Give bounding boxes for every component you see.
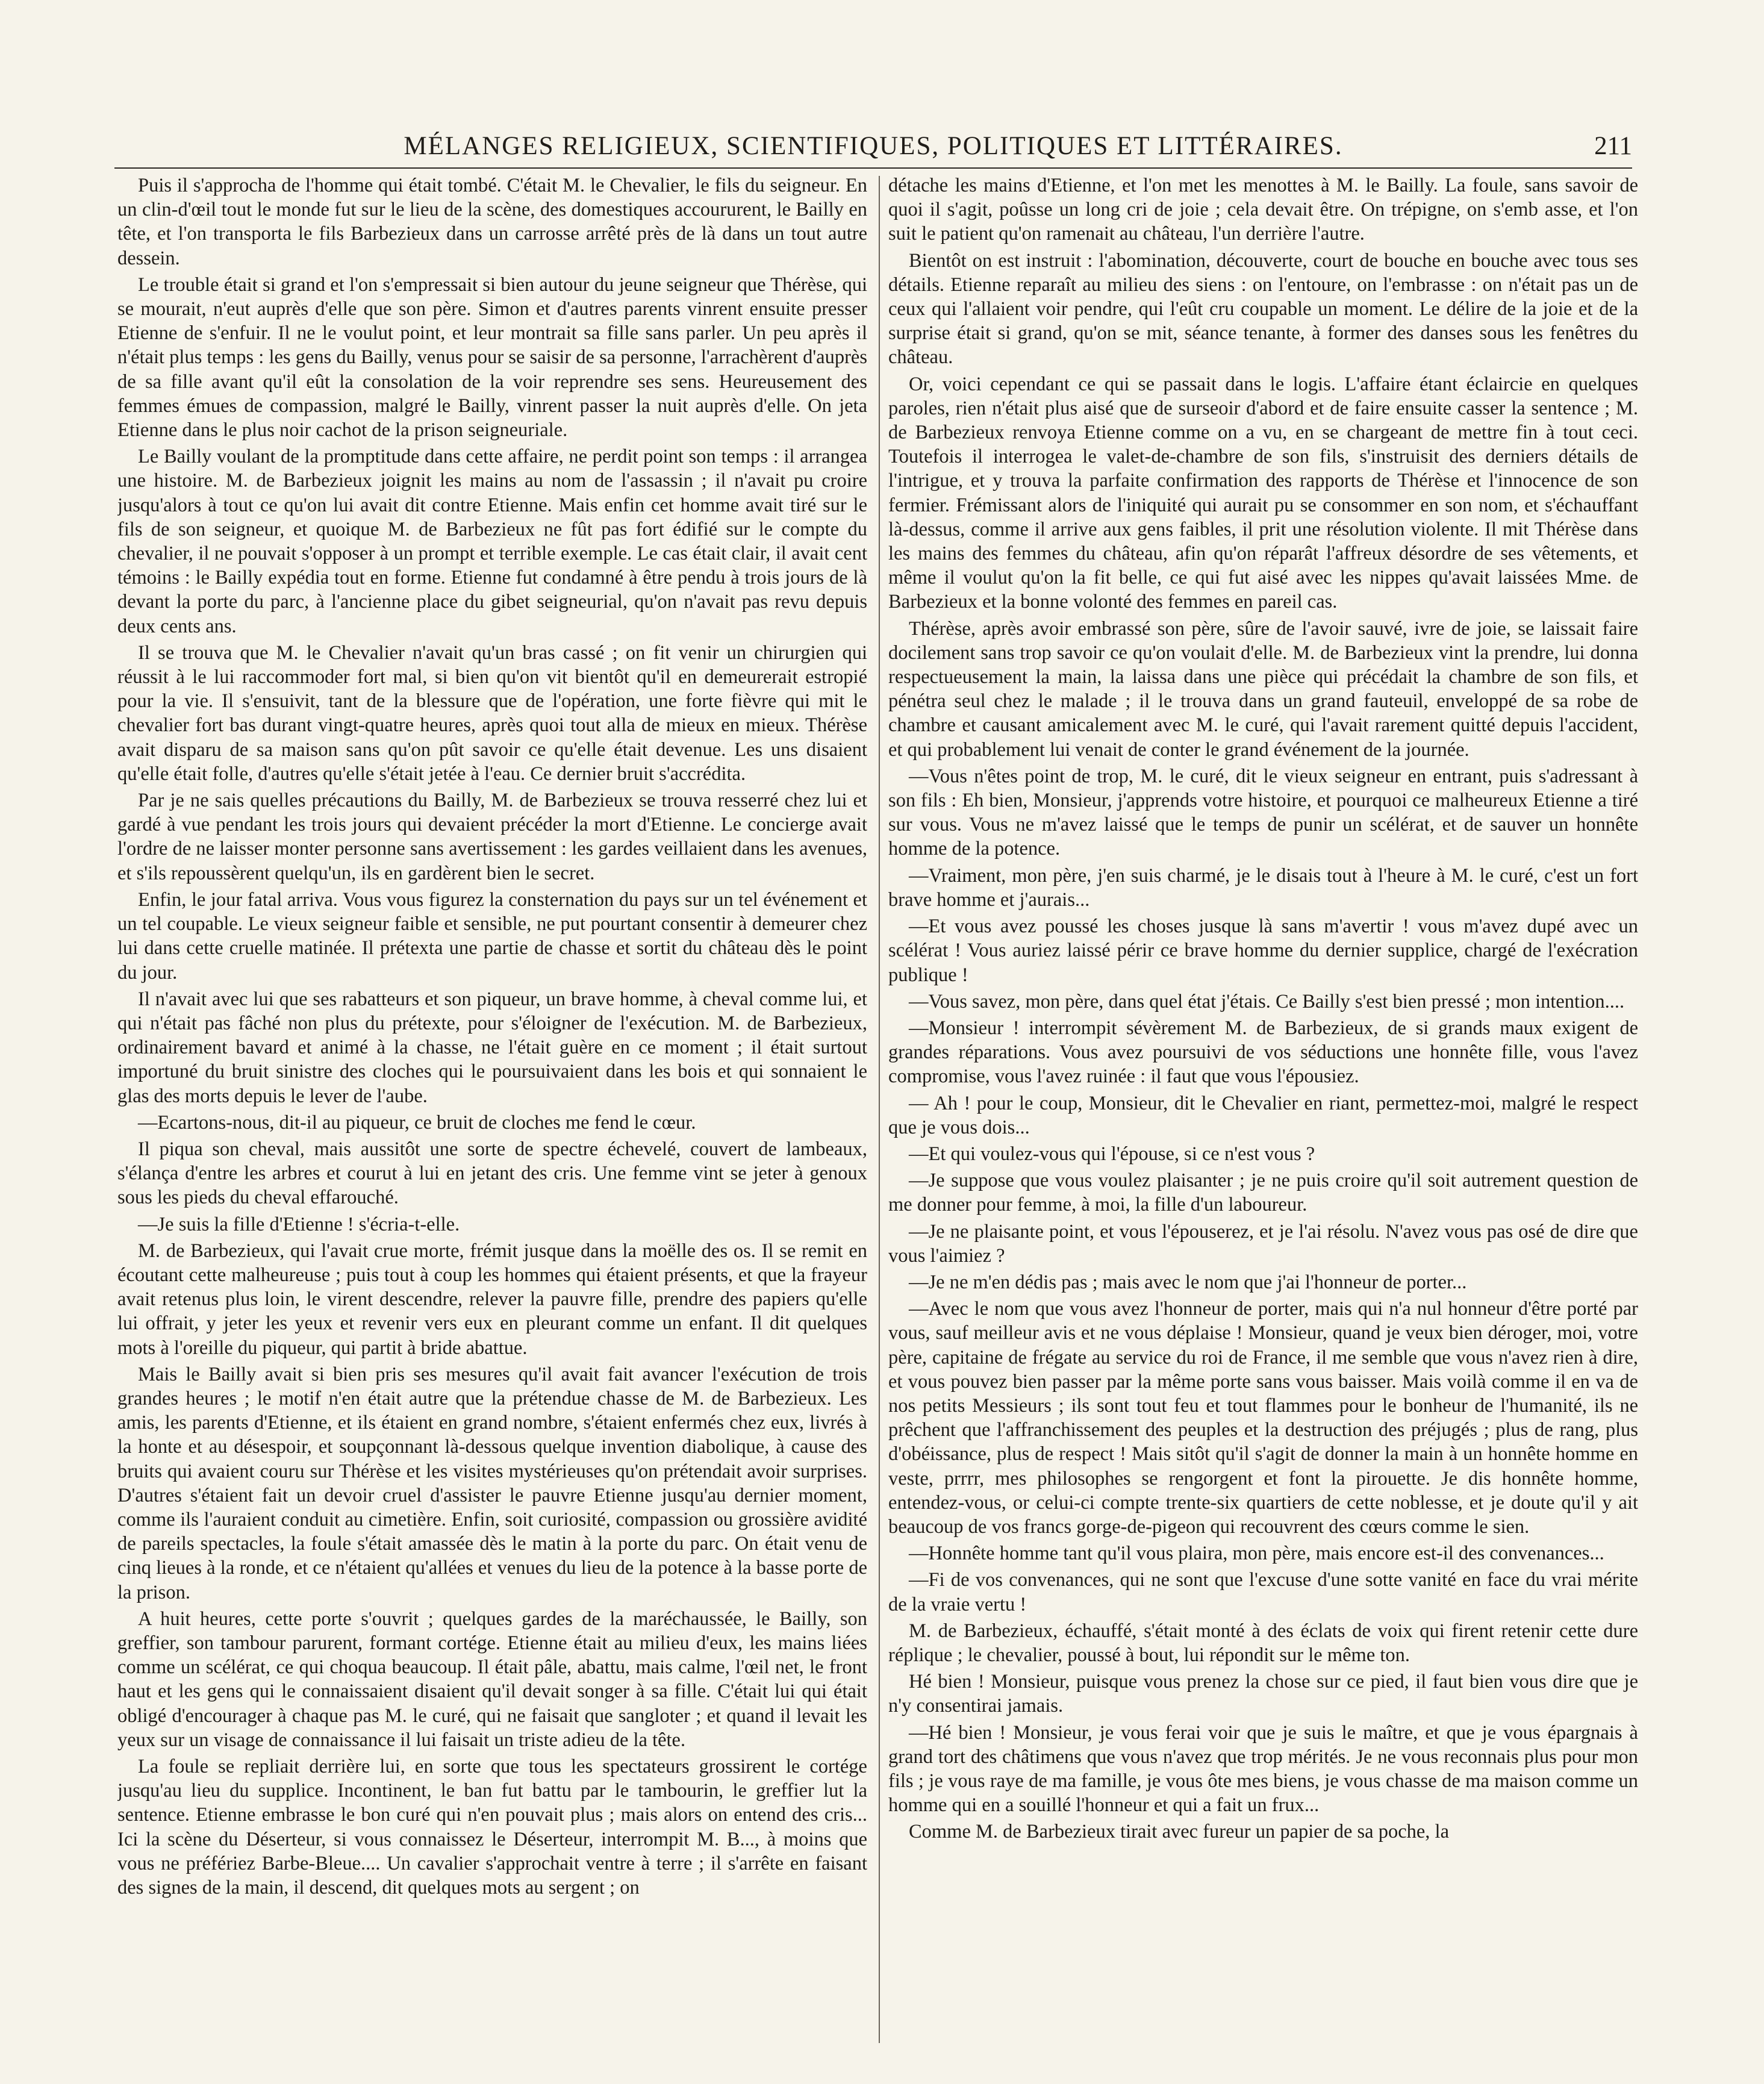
paragraph: —Vraiment, mon père, j'en suis charmé, je le disais tout à l'heure à M. le curé, c'est un fort brave homme et j'aurais...	[888, 864, 1638, 911]
paragraph: Il se trouva que M. le Chevalier n'avait qu'un bras cassé ; on fit venir un chirurgien qui réussit à le lui raccommoder fort mal, si bien qu'on vit bientôt qu'il en demeurerait estropié pour la vie. Il s'ensuivit, tant de la blessure que de l'opération, une forte fièvre qui mit le chevalier fort bas durant vingt-quatre heures, après quoi tout alla de mieux en mieux. Thérèse avait disparu de sa maison sans qu'on pût savoir ce qu'elle était devenue. Les uns disaient qu'elle était folle, d'autres qu'elle s'était jetée à l'eau. Ce dernier bruit s'accrédita.	[117, 641, 867, 785]
paragraph: Il piqua son cheval, mais aussitôt une sorte de spectre échevelé, couvert de lambeaux, s'élança d'entre les arbres et courut à lui en jetant des cris. Une femme vint se jeter à genoux sous les pieds du cheval effarouché.	[117, 1138, 867, 1209]
paragraph: A huit heures, cette porte s'ouvrit ; quelques gardes de la maréchaussée, le Bailly, son greffier, son tambour parurent, formant cortége. Etienne était au milieu d'eux, les mains liées comme un scélérat, ce qui choqua beaucoup. Il était pâle, abattu, mais calme, l'œil net, le front haut et les gens qui le connaissaient disaient qu'il devait songer à sa fille. C'était lui qui était obligé d'encourager à chaque pas M. le curé, qui ne faisait que sangloter ; et quand il levait les yeux sur un visage de connaissance il lui faisait un triste adieu de la tête.	[117, 1608, 867, 1751]
paragraph: —Je suis la fille d'Etienne ! s'écria-t-elle.	[138, 1213, 460, 1235]
paragraph: Bientôt on est instruit : l'abomination, découverte, court de bouche en bouche avec tous ses détails. Etienne reparaît au milieu des siens : on l'entoure, on l'embrasse : on n'était pas un de ceux qui l'allaient voir pendre, qui l'eût cru coupable un moment. Le délire de la joie et de la surprise était si grand, qu'on se mit, séance tenante, à former des danses sous les fenêtres du château.	[888, 249, 1638, 369]
paragraph: —Hé bien ! Monsieur, je vous ferai voir que je suis le maître, et que je vous épargnais à grand tort des châtimens que vous n'avez que trop mérités. Je ne vous reconnais plus pour mon fils ; je vous raye de ma famille, je vous ôte mes biens, je vous chasse de ma maison comme un homme qui en a souillé l'honneur et qui a fait un frux...	[888, 1721, 1638, 1817]
page-number: 211	[1594, 132, 1632, 160]
paragraph: détache les mains d'Etienne, et l'on met les menottes à M. le Bailly. La foule, sans savoir de quoi il s'agit, poûsse un long cri de joie ; cela devait être. On trépigne, on s'emb asse, et l'on suit le patient qu'on ramenait au château, l'un derrière l'autre.	[888, 175, 1638, 245]
paragraph: Le trouble était si grand et l'on s'empressait si bien autour du jeune seigneur que Thérèse, qui se mourait, n'eut auprès d'elle que son père. Simon et d'autres parents vinrent ensuite presser Etienne de s'enfuir. Il ne le voulut point, et leur montrait sa fille sans parler. Un peu après il n'était plus temps : les gens du Bailly, venus pour se saisir de sa personne, l'arrachèrent d'auprès de sa fille avant qu'il eût la consolation de la voir reprendre ses sens. Heureusement des femmes émues de compassion, malgré le Bailly, vinrent passer la nuit auprès d'elle. On jeta Etienne dans le plus noir cachot de la prison seigneuriale.	[117, 273, 867, 441]
paragraph: M. de Barbezieux, échauffé, s'était monté à des éclats de voix qui firent retenir cette dure réplique ; le chevalier, poussé à bout, lui répondit sur le même ton.	[888, 1620, 1638, 1666]
paragraph: Mais le Bailly avait si bien pris ses mesures qu'il avait fait avancer l'exécution de trois grandes heures ; le motif n'en était autre que la prétendue chasse de M. de Barbezieux. Les amis, les parents d'Etienne, et ils étaient en grand nombre, s'étaient enfermés chez eux, livrés à la honte et au désespoir, et soupçonnant là-dessous quelque invention diabolique, à cause des bruits qui avaient couru sur Thérèse et les visites mystérieuses qu'on prétendait avoir surprises. D'autres s'étaient fait un devoir cruel d'assister le pauvre Etienne jusqu'au dernier moment, comme ils l'auraient conduit au cimetière. Enfin, soit curiosité, compassion ou grossière avidité de pareils spectacles, la foule s'était amassée dès le matin à la porte du parc. On était venu de cinq lieues à la ronde, et ce n'étaient qu'allées et venues du lieu de la potence à la basse porte de la prison.	[117, 1363, 867, 1603]
paragraph: —Avec le nom que vous avez l'honneur de porter, mais qui n'a nul honneur d'être porté par vous, sauf meilleur avis et ne vous déplaise ! Monsieur, quand je veux bien déroger, moi, votre père, capitaine de frégate au service du roi de France, il me semble que vous n'avez rien à dire, et vous pouvez bien passer par la même porte sans vous baisser. Mais voilà comme il en va de nos petits Messieurs ; ils sont tout feu et tout flammes pour le bonheur de l'humanité, ils ne prêchent que l'affranchissement des peuples et la destruction des préjugés ; plus de rang, plus d'obéissance, plus de respect ! Mais sitôt qu'il s'agit de donner la main à un honnête homme en veste, prrrr, mes philosophes se rengorgent et font la pirouette. Je dis honnête homme, entendez-vous, or celui-ci compte trente-six quartiers de cette noblesse, et je doute qu'il y ait beaucoup de vos francs gorge-de-pigeon qui recouvrent des cœurs comme le sien.	[888, 1298, 1638, 1538]
column-divider	[879, 176, 880, 2043]
paragraph: —Je suppose que vous voulez plaisanter ; je ne puis croire qu'il soit autrement question de me donner pour femme, à moi, la fille d'un laboureur.	[888, 1170, 1638, 1216]
paragraph: —Monsieur ! interrompit sévèrement M. de Barbezieux, de si grands maux exigent de grandes réparations. Vous avez poursuivi de vos séductions une honnête fille, vous l'avez compromise, vous l'avez ruinée : il faut que vous l'épousiez.	[888, 1017, 1638, 1088]
paragraph: Par je ne sais quelles précautions du Bailly, M. de Barbezieux se trouva resserré chez lui et gardé à vue pendant les trois jours qui devaient précéder la mort d'Etienne. Le concierge avait l'ordre de ne laisser monter personne sans avertissement : les gardes veillaient dans les avenues, et s'ils repoussèrent quelqu'un, ils en gardèrent bien le secret.	[117, 790, 867, 884]
paragraph: —Vous savez, mon père, dans quel état j'étais. Ce Bailly s'est bien pressé ; mon intention....	[909, 990, 1625, 1012]
paragraph: —Vous n'êtes point de trop, M. le curé, dit le vieux seigneur en entrant, puis s'adressant à son fils : Eh bien, Monsieur, j'apprends votre histoire, et pourquoi ce malheureux Etienne a tiré sur vous. Vous ne m'avez laissé que le temps de punir un scélérat, et de sauver un honnête homme de la potence.	[888, 765, 1638, 860]
paragraph: Or, voici cependant ce qui se passait dans le logis. L'affaire étant éclaircie en quelques paroles, rien n'était plus aisé que de surseoir d'abord et de faire ensuite casser la sentence ; M. de Barbezieux renvoya Etienne comme on a vu, en se chargeant de mettre fin à tout ceci. Toutefois il interrogea le valet-de-chambre de son fils, s'instruisit des derniers détails de l'intrigue, et y trouva la parfaite confirmation des rapports de Thérèse et l'innocence de son fermier. Frémissant alors de l'iniquité qui aurait pu se consommer en son nom, et s'échauffant là-dessus, comme il arrive aux gens faibles, il prit une résolution violente. Il mit Thérèse dans les mains des femmes du château, afin qu'on réparât l'affreux désordre de ses vêtements, et même il voulut qu'on la fit belle, ce qui fut aisé avec les nippes qu'avait laissées Mme. de Barbezieux et la bonne volonté des femmes en pareil cas.	[888, 373, 1638, 613]
paragraph: Thérèse, après avoir embrassé son père, sûre de l'avoir sauvé, ivre de joie, se laissait faire docilement sans trop savoir ce qu'on voulait d'elle. M. de Barbezieux vint la prendre, lui donna respectueusement la main, la laissa dans une pièce qui précédait la chambre de son fils, et pénétra seul chez le malade ; il le trouva dans un grand fauteuil, enveloppé de sa robe de chambre et causant amicalement avec M. le curé, qui l'avait rarement quitté depuis l'accident, et qui probablement lui venait de conter le grand événement de la journée.	[888, 617, 1638, 761]
page-title: MÉLANGES RELIGIEUX, SCIENTIFIQUES, POLITIQUES ET LITTÉRAIRES.	[404, 132, 1343, 160]
paragraph: Il n'avait avec lui que ses rabatteurs et son piqueur, un brave homme, à cheval comme lui, et qui n'était pas fâché non plus du prétexte, pour s'éloigner de l'exécution. M. de Barbezieux, ordinairement bavard et animé à la chasse, ne l'était guère en ce moment ; il était surtout importuné du bruit sinistre des cloches qui le poursuivaient dans les bois et qui sonnaient le glas des morts depuis le lever de l'aube.	[117, 988, 867, 1107]
paragraph: Enfin, le jour fatal arriva. Vous vous figurez la consternation du pays sur un tel événement et un tel coupable. Le vieux seigneur faible et sensible, ne put pourtant consentir à demeurer chez lui dans cette cruelle matinée. Il prétexta une partie de chasse et sortit du château dès le point du jour.	[117, 888, 867, 984]
paragraph: La foule se repliait derrière lui, en sorte que tous les spectateurs grossirent le cortége jusqu'au lieu du supplice. Incontinent, le ban fut battu par le tambourin, le greffier lut la sentence. Etienne embrasse le bon curé qui n'en pouvait plus ; mais alors on entend des cris... Ici la scène du Déserteur, si vous connaissez le Déserteur, interrompit M. B..., à moins que vous ne préfériez Barbe-Bleue.... Un cavalier s'approchait ventre à terre ; il s'arrête en faisant des signes de la main, il descend, dit quelques mots au sergent ; on	[117, 1756, 867, 1899]
paragraph: Comme M. de Barbezieux tirait avec fureur un papier de sa poche, la	[909, 1821, 1450, 1843]
paragraph: — Ah ! pour le coup, Monsieur, dit le Chevalier en riant, permettez-moi, malgré le respect que je vous dois...	[888, 1092, 1638, 1138]
text-column-left	[117, 173, 867, 2059]
paragraph: —Et qui voulez-vous qui l'épouse, si ce n'est vous ?	[909, 1143, 1315, 1165]
paragraph: Le Bailly voulant de la promptitude dans cette affaire, ne perdit point son temps : il arrangea une histoire. M. de Barbezieux joignit les mains au nom de l'assassin ; il n'avait pu croire jusqu'alors à tout ce qu'on lui avait dit contre Etienne. Mais enfin cet homme avait tiré sur le fils de son seigneur, et quoique M. de Barbezieux ne fût pas fort édifié sur le compte du chevalier, il ne pouvait s'opposer à un prompt et terrible exemple. Le cas était clair, il avait cent témoins : le Bailly expédia tout en forme. Etienne fut condamné à être pendu à trois jours de là devant la porte du parc, à l'ancienne place du gibet seigneurial, qu'on n'avait pas revu depuis deux cents ans.	[117, 446, 867, 637]
text-column-right	[888, 173, 1638, 2059]
header-rule	[114, 167, 1632, 169]
paragraph: —Fi de vos convenances, qui ne sont que l'excuse d'une sotte vanité en face du vrai mérite de la vraie vertu !	[888, 1569, 1638, 1615]
paragraph: Puis il s'approcha de l'homme qui était tombé. C'était M. le Chevalier, le fils du seigneur. En un clin-d'œil tout le monde fut sur le lieu de la scène, des domestiques accoururent, le Bailly en tête, et l'on transporta le fils Barbezieux dans un carrosse arrêté près de là dans un tout autre dessein.	[117, 175, 867, 269]
paragraph: —Je ne m'en dédis pas ; mais avec le nom que j'ai l'honneur de porter...	[909, 1271, 1467, 1293]
paragraph: Hé bien ! Monsieur, puisque vous prenez la chose sur ce pied, il faut bien vous dire que je n'y consentirai jamais.	[888, 1671, 1638, 1717]
paragraph: —Honnête homme tant qu'il vous plaira, mon père, mais encore est-il des convenances...	[909, 1543, 1604, 1565]
paragraph: M. de Barbezieux, qui l'avait crue morte, frémit jusque dans la moëlle des os. Il se remit en écoutant cette malheureuse ; puis tout à coup les hommes qui étaient présents, et que la frayeur avait retenus plus loin, le virent descendre, relever la pauvre fille, prendre des papiers qu'elle lui offrait, y jeter les yeux et revenir vers eux en pleurant comme un enfant. Il dit quelques mots à l'oreille du piqueur, qui partit à bride abattue.	[117, 1240, 867, 1359]
paragraph: —Et vous avez poussé les choses jusque là sans m'avertir ! vous m'avez dupé avec un scélérat ! Vous auriez laissé périr ce brave homme du dernier supplice, chargé de l'exécration publique !	[888, 916, 1638, 986]
page-header	[114, 128, 1632, 176]
paragraph: —Je ne plaisante point, et vous l'épouserez, et je l'ai résolu. N'avez vous pas osé de dire que vous l'aimiez ?	[888, 1220, 1638, 1267]
paragraph: —Ecartons-nous, dit-il au piqueur, ce bruit de cloches me fend le cœur.	[138, 1111, 696, 1134]
